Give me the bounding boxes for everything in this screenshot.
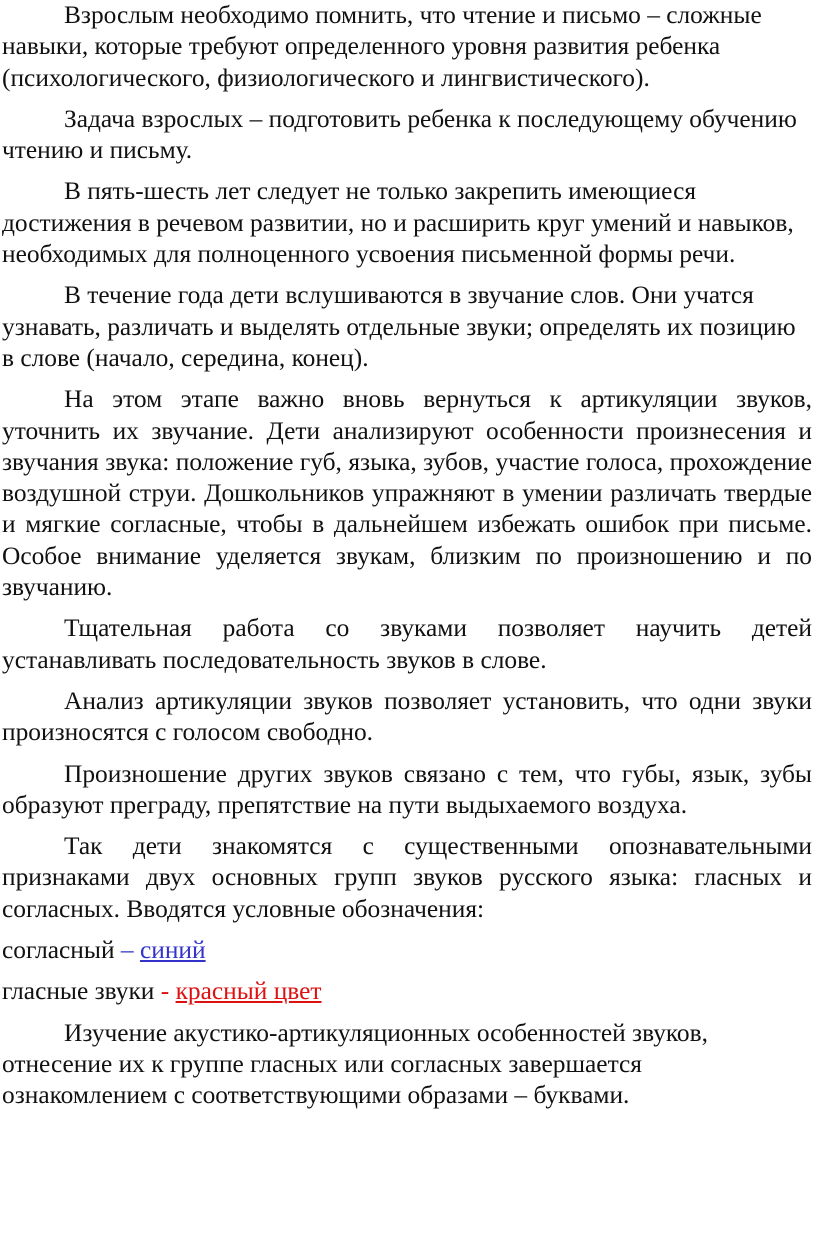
legend-consonant-color-link[interactable]: синий [139, 936, 206, 965]
paragraph-adults-task: Задача взрослых – подготовить ребенка к последующему обучению чтению и письму. [2, 104, 797, 165]
legend-vowel-label: гласные звуки [2, 977, 155, 1006]
legend-consonant-line [2, 935, 812, 966]
legend-vowel-color-link[interactable]: красный цвет [175, 977, 322, 1006]
paragraph-acoustic-study: Изучение акустико-артикуляционных особенностей звуков, отнесение их к группе гласных или согласных завершается ознакомлением с соответствующими образами – буквами. [2, 1018, 708, 1110]
legend-vowel-dash: - [160, 977, 170, 1006]
paragraph-other-sounds: Произношение других звуков связано с тем, что губы, язык, зубы образуют преграду, препятствие на пути выдыхаемого воздуха. [2, 759, 812, 819]
paragraph-articulation-stage: На этом этапе важно вновь вернуться к артикуляции звуков, уточнить их звучание. Дети анализируют особенности произнесения и звучания звука: положение губ, языка, зубов, участие голоса, прохождение воздушной струи. Дошкольников упражняют в умении различать твердые и мягкие согласные, чтобы в дальнейшем избежать ошибок при письме. Особое внимание уделяется звукам, близким по произношению и по звучанию. [2, 385, 812, 602]
paragraph-five-six-years: В пять-шесть лет следует не только закрепить имеющиеся достижения в речевом развитии, но и расширить круг умений и навыков, необходимых для полноценного усвоения письменной формы речи. [2, 177, 794, 269]
legend-consonant-dash: – [120, 936, 134, 965]
legend-consonant-label: согласный [2, 936, 115, 965]
paragraph-articulation-analysis: Анализ артикуляции звуков позволяет установить, что одни звуки произносятся с голосом свободно. [2, 686, 812, 747]
legend-vowel-line [2, 976, 812, 1007]
paragraph-reading-writing-skills: Взрослым необходимо помнить, что чтение и письмо – сложные навыки, которые требуют определенного уровня развития ребенка (психологического, физиологического и лингвистического). [2, 1, 762, 92]
paragraph-sound-groups: Так дети знакомятся с существенными опознавательными признаками двух основных групп звуков русского языка: гласных и согласных. Вводятся условные обозначения: [2, 832, 812, 923]
paragraph-during-year: В течение года дети вслушиваются в звучание слов. Они учатся узнавать, различать и выделять отдельные звуки; определять их позицию в слове (начало, середина, конец). [2, 281, 796, 372]
paragraph-careful-work: Тщательная работа со звуками позволяет научить детей устанавливать последовательность звуков в слове. [2, 614, 812, 674]
